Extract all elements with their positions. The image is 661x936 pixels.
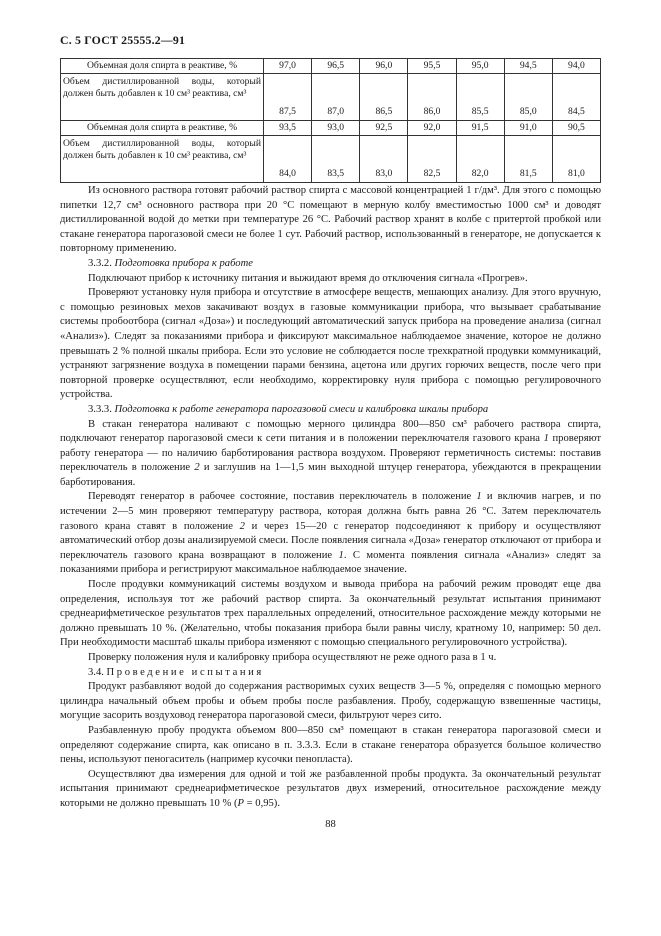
- section-number: 3.3.2.: [88, 257, 112, 269]
- paragraph: [60, 768, 601, 812]
- position-number: 2: [194, 462, 200, 474]
- section-heading-3-3-2: [60, 257, 601, 272]
- paragraph: Проверку положения нуля и калибровку прибора осуществляют не реже одного раза в 1 ч.: [88, 652, 497, 663]
- text-run: В стакан генератора наливают с помощью мерного цилиндра 800—850 см³ рабочего раствора спирта, подключают генератор парогазовой смеси к сети питания и в положении переключателя газового крана: [60, 418, 601, 445]
- position-number: 2: [239, 520, 245, 532]
- table-cell: 82,5: [408, 136, 456, 183]
- table-cell: 95,0: [456, 59, 504, 74]
- text-run: и через 15—20 с генератор подсоединяют к прибору и осуществляют автоматический отбор дозы анализируемой смеси. После появления сигнала «Доза» генератор отключают от прибора и переключатель газового крана возвращают в положение: [60, 520, 601, 561]
- table-row-label: Объем дистиллированной воды, который должен быть добавлен к 10 см³ реактива, см³: [61, 74, 264, 121]
- table-cell: 92,5: [360, 121, 408, 136]
- position-number: 1: [476, 491, 482, 503]
- reagent-dilution-table: [60, 58, 601, 183]
- section-heading-3-4: [60, 666, 601, 681]
- table-row-label: Объемная доля спирта в реактиве, %: [61, 121, 264, 136]
- table-cell: 91,5: [456, 121, 504, 136]
- text-run: . С момента появления сигнала «Анализ» следят за показаниями прибора и регистрируют максимальное наблюдаемое значение.: [60, 549, 602, 576]
- position-number: 1: [543, 433, 549, 445]
- table-cell: 96,0: [360, 59, 408, 74]
- text-run: и заглушив на 1—1,5 мин выходной штуцер генератора, убеждаются в прекращении барботирования.: [60, 462, 601, 488]
- table-cell: 83,5: [312, 136, 360, 183]
- table-row: [61, 121, 601, 136]
- section-title: Подготовка к работе генератора парогазовой смеси и калибровка шкалы прибора: [114, 403, 489, 415]
- table-cell: 93,5: [264, 121, 312, 136]
- paragraph: Подключают прибор к источнику питания и выжидают время до отключения сигнала «Прогрев».: [88, 272, 528, 284]
- text-run: и включив нагрев, и по истечении 2—5 мин проверяют температуру раствора, которая должна быть равна 26 °С. Затем переключатель газового крана ставят в положение: [60, 491, 601, 532]
- section-title: Проведение испытания: [106, 666, 264, 678]
- table-cell: 91,0: [504, 121, 552, 136]
- page-number: 88: [325, 819, 336, 830]
- table-cell: 81,5: [504, 136, 552, 183]
- paragraph: Разбавленную пробу продукта объемом 800—850 см³ помещают в стакан генератора парогазовой смеси и определяют содержание спирта, как описано в п. 3.3.3. Если в стакане генератора образуется большое количество пены, используют пеногаситель (например кусочки пенопласта).: [60, 724, 601, 766]
- table-cell: 92,0: [408, 121, 456, 136]
- paragraph: Продукт разбавляют водой до содержания растворимых сухих веществ 3—5 %, определяя с помощью мерного цилиндра начальный объем пробы и объем пробы после разбавления. Пробу, содержащую взвешенные частицы, могущие засорить воздуховод генератора парогазовой смеси, фильтруют через сито.: [60, 681, 601, 722]
- table-cell: 85,0: [504, 74, 552, 121]
- table-cell: 81,0: [552, 136, 600, 183]
- text-run: проверяют работу генератора — по наличию барботирования раствора воздухом. Проверяют герметичность системы: поставив переключатель в положение: [60, 433, 601, 474]
- table-row-label: Объем дистиллированной воды, который должен быть добавлен к 10 см³ реактива, см³: [61, 136, 264, 183]
- section-heading-3-3-3: [60, 403, 601, 418]
- table-cell: 83,0: [360, 136, 408, 183]
- section-number: 3.4.: [88, 666, 104, 678]
- table-cell: 90,5: [552, 121, 600, 136]
- table-cell: 97,0: [264, 59, 312, 74]
- table-cell: 86,5: [360, 74, 408, 121]
- table-cell: 87,5: [264, 74, 312, 121]
- table-row: [61, 59, 601, 74]
- document-body: [60, 184, 601, 812]
- table-cell: 87,0: [312, 74, 360, 121]
- table-cell: 86,0: [408, 74, 456, 121]
- table-cell: 84,0: [264, 136, 312, 183]
- table-cell: 94,0: [552, 59, 600, 74]
- paragraph: [60, 418, 601, 491]
- text-run: = 0,95).: [244, 797, 280, 809]
- paragraph: После продувки коммуникаций системы воздухом и вывода прибора на рабочий режим проводят еще два определения, используя тот же рабочий раствор спирта. За окончательный результат испытания принимают среднеарифметическое результатов трех параллельных определений, относительное расхождение между которыми не должно превышать 10 %. (Желательно, чтобы показания прибора были равны числу, кратному 10, например: 50 дел. При необходимости масштаб шкалы прибора изменяют с помощью специального регулировочного устройства).: [60, 579, 601, 649]
- page-header: С. 5 ГОСТ 25555.2—91: [60, 33, 186, 47]
- table-row-label: Объемная доля спирта в реактиве, %: [61, 59, 264, 74]
- section-number: 3.3.3.: [88, 403, 112, 415]
- table-cell: 85,5: [456, 74, 504, 121]
- table-cell: 84,5: [552, 74, 600, 121]
- table-row: [61, 74, 601, 121]
- paragraph: [60, 490, 601, 578]
- table-row: [61, 136, 601, 183]
- table-cell: 82,0: [456, 136, 504, 183]
- table-cell: 95,5: [408, 59, 456, 74]
- paragraph: Проверяют установку нуля прибора и отсутствие в атмосфере веществ, мешающих анализу. Для этого вручную, с помощью резиновых мехов закачивают воздух в газовые коммуникации прибора, что вызывает срабатывание системы пробоотбора (сигнал «Доза») и последующий автоматический запуск прибора на проведение анализа (сигнал «Анализ»). Следят за показаниями прибора и фиксируют максимальное наблюдаемое значение, которое не должно превышать 2 % полной шкалы прибора. Если это условие не соблюдается после трехкратной продувки коммуникаций, устраняют загрязнение воздуха в помещении парами бензина, ацетона или других горючих веществ, после чего при повторной проверке осуществляют, если необходимо, корректировку нуля прибора с помощью регулировочного устройства.: [60, 287, 601, 401]
- text-run: Переводят генератор в рабочее состояние, поставив переключатель в положение: [88, 491, 477, 503]
- position-number: 1: [338, 549, 344, 561]
- text-run: Осуществляют два измерения для одной и той же разбавленной пробы продукта. За окончательный результат испытания принимают среднеарифметическое результатов двух измерений, относительное расхождение между которыми не должно превышать 10 % (: [60, 768, 601, 809]
- section-title: Подготовка прибора к работе: [114, 257, 253, 269]
- paragraph: Из основного раствора готовят рабочий раствор спирта с массовой концентрацией 1 г/дм³. Для этого с помощью пипетки 12,7 см³ основного раствора при 20 °С помещают в мерную колбу вместимостью 1000 см³ и доводят дистиллированной водой до метки при температуре 26 °С. Рабочий раствор хранят в колбе с притертой пробкой или стакане генератора парогазовой смеси не более 1 сут. Рабочий раствор, использованный в генераторе, не допускается к повторному применению.: [60, 185, 601, 255]
- table-cell: 94,5: [504, 59, 552, 74]
- table-cell: 96,5: [312, 59, 360, 74]
- probability-symbol: P: [237, 797, 244, 809]
- table-cell: 93,0: [312, 121, 360, 136]
